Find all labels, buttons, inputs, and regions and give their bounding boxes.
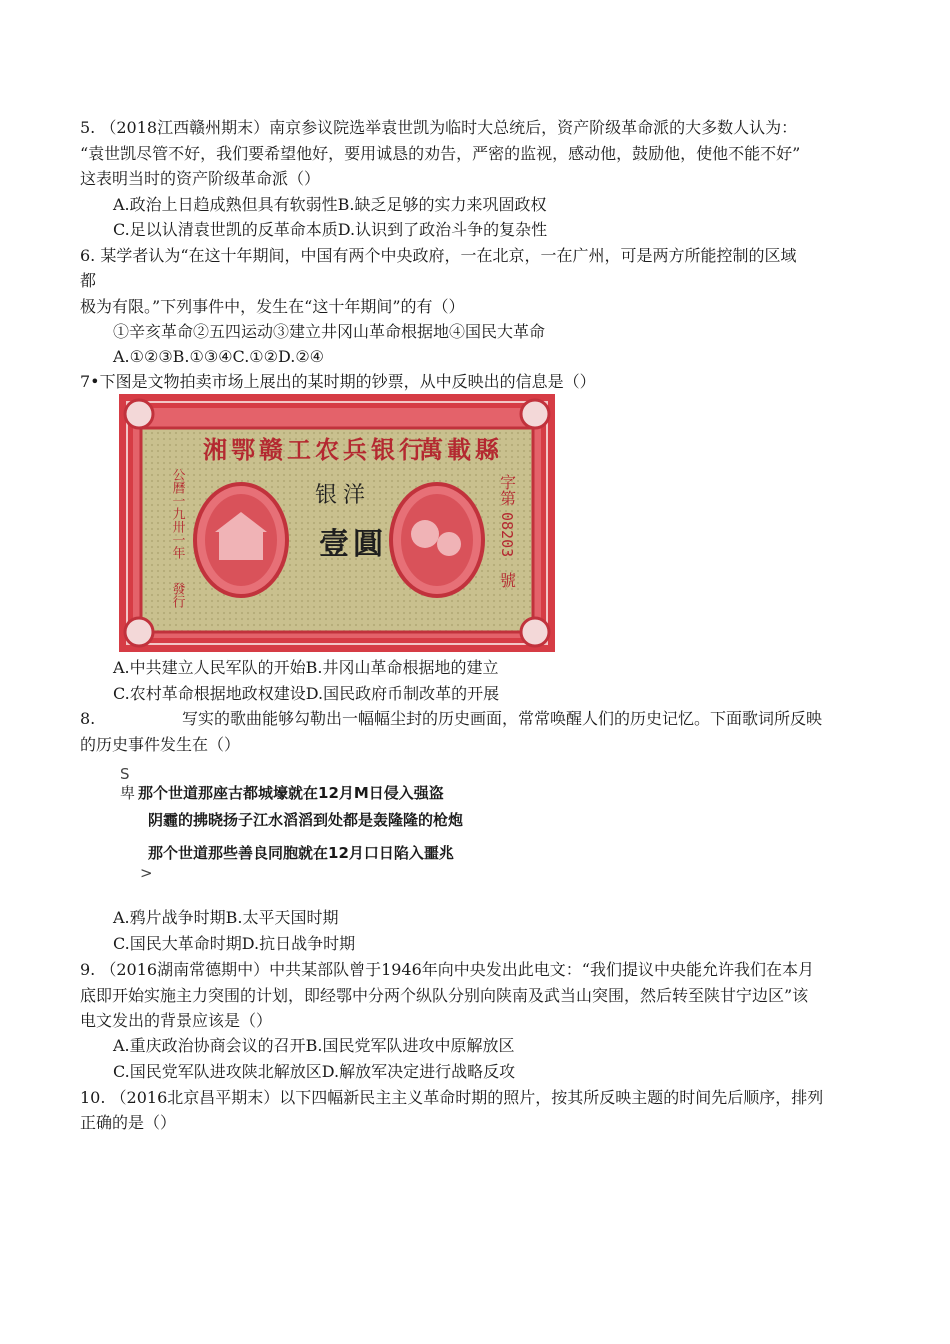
q6-stem-line1: 6. 某学者认为“在这十年期间，中国有两个中央政府，一在北京，一在广州，可是两方所能控制的区域 [80, 246, 797, 265]
q10-stem-line1: 10. （2016北京昌平期末）以下四幅新民主主义革命时期的照片，按其所反映主题的时间先后顺序，排列 [80, 1088, 824, 1107]
banknote-top-text: 湘鄂赣工农兵银行 [203, 435, 427, 464]
q5-options-ab: A.政治上日趋成熟但具有软弱性B.缺乏足够的实力来巩固政权 [113, 195, 547, 214]
q9-options-ab: A.重庆政治协商会议的召开B.国民党军队进攻中原解放区 [113, 1036, 515, 1055]
q5-options-cd: C.足以认清袁世凯的反革命本质D.认识到了政治斗争的复杂性 [113, 220, 548, 239]
q5-stem-line3: 这表明当时的资产阶级革命派（） [80, 169, 321, 188]
banknote-serial-suffix: 號 [497, 572, 517, 588]
banknote-right-column: 字第 [497, 474, 517, 506]
lyric-line1: 那个世道那座古都城壕就在12月M日侵入强盗 [138, 784, 444, 802]
q8-options-ab: A.鸦片战争时期B.太平天国时期 [113, 908, 339, 927]
lyrics-mark-s: S [120, 765, 130, 783]
q10-stem-line2: 正确的是（） [80, 1113, 177, 1132]
lyric-line3: 那个世道那些善良同胞就在12月口日陷入噩兆 [148, 844, 454, 862]
banknote-top-right: 萬載縣 [419, 435, 503, 464]
banknote-center-top: 银洋 [315, 483, 372, 508]
q9-stem-line3: 电文发出的背景应该是（） [80, 1011, 273, 1030]
q9-stem-line1: 9. （2016湖南常德期中）中共某部队曾于1946年向中央发出此电文：“我们提议中央能允许我们在本月 [80, 960, 814, 979]
banknote-center-main: 壹圓 [319, 527, 387, 562]
q6-stem-line3: 极为有限。”下列事件中，发生在“这十年期间”的有（） [80, 297, 465, 316]
q8-stem-line2: 的历史事件发生在（） [80, 735, 241, 754]
banknote-serial: 08203 [498, 512, 516, 558]
lyric-line2: 阴霾的拂晓扬子江水滔滔到处都是轰隆隆的枪炮 [148, 811, 464, 829]
q8-options-cd: C.国民大革命时期D.抗日战争时期 [113, 934, 356, 953]
banknote-left-bottom: 發行 [169, 582, 185, 608]
q7-options-ab: A.中共建立人民军队的开始B.井冈山革命根据地的建立 [113, 658, 499, 677]
q9-stem-line2: 底即开始实施主力突围的计划，即经鄂中分两个纵队分别向陕南及武当山突围，然后转至陕甘宁边区”该 [80, 986, 809, 1005]
lyrics-mark-end: > [140, 864, 153, 882]
banknote-left-column: 公曆一九卅一年 [169, 468, 185, 559]
q7-stem: 7•下图是文物拍卖市场上展出的某时期的钞票，从中反映出的信息是（） [80, 372, 596, 391]
q6-options: A.①②③B.①③④C.①②D.②④ [113, 347, 325, 366]
q7-options-cd: C.农村革命根据地政权建设D.国民政府币制改革的开展 [113, 684, 500, 703]
q5-stem-line2: “袁世凯尽管不好，我们要希望他好，要用诚恳的劝告，严密的监视，感动他，鼓励他，使他不能不好” [80, 144, 801, 163]
q6-items: ①辛亥革命②五四运动③建立井冈山革命根据地④国民大革命 [113, 322, 546, 341]
q9-options-cd: C.国民党军队进攻陕北解放区D.解放军决定进行战略反攻 [113, 1062, 516, 1081]
q8-number: 8. [80, 709, 96, 728]
q5-stem-line1: 5. （2018江西赣州期末）南京参议院选举袁世凯为临时大总统后，资产阶级革命派的大多数人认为： [80, 118, 798, 137]
lyrics-prefix: 卑 [120, 784, 136, 802]
banknote-image [119, 394, 555, 652]
q8-stem-line1: 写实的歌曲能够勾勒出一幅幅尘封的历史画面，常常唤醒人们的历史记忆。下面歌词所反映 [182, 709, 823, 728]
q6-stem-line2: 都 [80, 271, 97, 290]
